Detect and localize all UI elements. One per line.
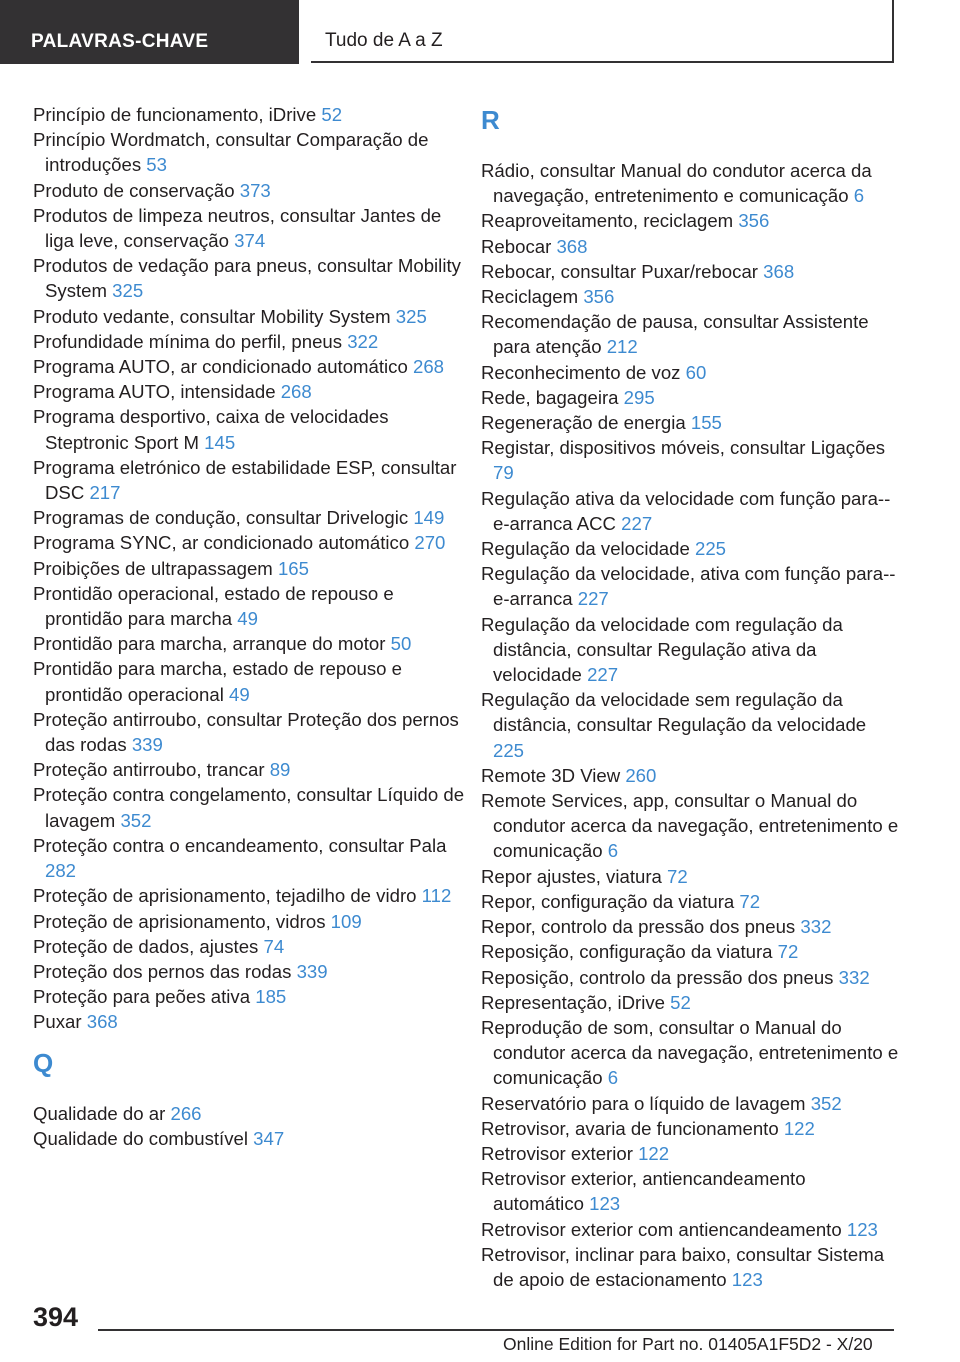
index-entry bbox=[481, 158, 901, 208]
entry-term: Reposição, configuração da viatura bbox=[481, 941, 778, 963]
page-reference-link[interactable]: 374 bbox=[234, 230, 266, 252]
entry-term: Reposição, controlo da pressão dos pneus bbox=[481, 966, 839, 988]
entry-term: Registar, dispositivos móveis, consultar Ligações bbox=[481, 437, 886, 459]
entry-term: Reaproveitamento, reciclagem bbox=[481, 210, 739, 232]
page-reference-link[interactable]: 368 bbox=[763, 260, 795, 282]
index-entry bbox=[481, 1166, 901, 1216]
page-reference-link[interactable]: 339 bbox=[296, 960, 328, 982]
index-entry bbox=[481, 435, 901, 485]
entry-term: Proteção contra congelamento, consultar Líquido de lavagem bbox=[33, 784, 465, 831]
index-entry bbox=[33, 581, 473, 631]
index-entry bbox=[33, 556, 473, 581]
entry-term: Prontidão operacional, estado de repouso e prontidão para marcha bbox=[33, 582, 394, 630]
page-reference-link[interactable]: 227 bbox=[587, 664, 619, 686]
index-entry bbox=[33, 984, 473, 1009]
page-reference-link[interactable]: 217 bbox=[89, 482, 121, 504]
section-tab-label: PALAVRAS-CHAVE bbox=[31, 31, 209, 52]
entry-term: Programa eletrónico de estabilidade ESP, consultar DSC bbox=[33, 456, 457, 504]
entry-term: Recomendação de pausa, consultar Assistente para atenção bbox=[481, 311, 869, 358]
index-entry bbox=[481, 259, 901, 284]
index-entry bbox=[33, 354, 473, 379]
index-entry bbox=[481, 990, 901, 1015]
entry-term: Programa desportivo, caixa de velocidades Steptronic Sport M bbox=[33, 406, 389, 453]
index-entry bbox=[481, 1015, 901, 1091]
entry-term: Regulação da velocidade bbox=[481, 538, 695, 560]
page-reference-link[interactable]: 325 bbox=[395, 305, 427, 327]
entry-term: Produtos de vedação para pneus, consultar Mobility System bbox=[33, 255, 461, 302]
index-entry bbox=[33, 127, 473, 177]
entry-term: Remote 3D View bbox=[481, 764, 626, 786]
page-reference-link[interactable]: 109 bbox=[330, 910, 362, 932]
page-reference-link[interactable]: 227 bbox=[577, 588, 609, 610]
entry-term: Retrovisor exterior bbox=[481, 1142, 639, 1164]
index-entry bbox=[481, 914, 901, 939]
entry-term: Rebocar bbox=[481, 235, 557, 257]
page-reference-link[interactable]: 149 bbox=[413, 507, 445, 529]
entry-term: Produto vedante, consultar Mobility System bbox=[33, 305, 396, 327]
index-entry bbox=[481, 208, 901, 233]
page-reference-link[interactable]: 347 bbox=[253, 1127, 285, 1149]
entry-term: Proteção antirroubo, consultar Proteção dos pernos das rodas bbox=[33, 708, 459, 756]
index-entry bbox=[33, 379, 473, 404]
entry-term: Princípio Wordmatch, consultar Comparação de introduções bbox=[33, 129, 429, 176]
page-number: 394 bbox=[33, 1302, 79, 1332]
page-reference-link[interactable]: 155 bbox=[690, 412, 722, 434]
index-entry bbox=[481, 284, 901, 309]
page-reference-link[interactable]: 339 bbox=[131, 734, 163, 756]
index-entry bbox=[33, 1101, 473, 1126]
entry-term: Proteção de dados, ajustes bbox=[33, 935, 264, 957]
index-column-left bbox=[33, 102, 473, 1151]
entry-term: Reservatório para o líquido de lavagem bbox=[481, 1092, 811, 1114]
page-reference-link[interactable]: 332 bbox=[838, 966, 870, 988]
entry-term: Proteção contra o encandeamento, consultar Pala bbox=[33, 834, 447, 856]
page-reference-link[interactable]: 123 bbox=[846, 1218, 878, 1240]
index-entry bbox=[481, 939, 901, 964]
entry-term: Reprodução de som, consultar o Manual do condutor acerca da navegação, entretenimento e comunicação bbox=[481, 1016, 899, 1089]
page-reference-link[interactable]: 322 bbox=[347, 330, 379, 352]
index-entry bbox=[481, 1217, 901, 1242]
entry-term: Proteção de aprisionamento, vidros bbox=[33, 910, 331, 932]
index-entry bbox=[481, 536, 901, 561]
entry-term: Repor ajustes, viatura bbox=[481, 865, 668, 887]
index-entry bbox=[33, 404, 473, 454]
entry-term: Representação, iDrive bbox=[481, 991, 671, 1013]
page-reference-link[interactable]: 325 bbox=[112, 280, 144, 302]
entry-term: Rádio, consultar Manual do condutor acerca da navegação, entretenimento e comunicação bbox=[481, 160, 872, 207]
entry-term: Proteção de aprisionamento, tejadilho de vidro bbox=[33, 885, 422, 907]
page-reference-link[interactable]: 49 bbox=[237, 608, 258, 630]
index-entry bbox=[33, 959, 473, 984]
entry-term: Puxar bbox=[33, 1011, 87, 1033]
page-reference-link[interactable]: 52 bbox=[321, 104, 343, 125]
entry-term: Repor, configuração da viatura bbox=[481, 890, 740, 912]
index-entry bbox=[481, 687, 901, 763]
index-entry bbox=[481, 889, 901, 914]
page-reference-link[interactable]: 112 bbox=[421, 885, 452, 907]
entry-term: Proteção para peões ativa bbox=[33, 986, 256, 1008]
entry-term: Retrovisor exterior com antiencandeamento bbox=[481, 1218, 847, 1240]
entry-term: Retrovisor, inclinar para baixo, consultar Sistema de apoio de estacionamento bbox=[481, 1243, 885, 1290]
index-entry bbox=[481, 309, 901, 359]
index-entry bbox=[481, 410, 901, 435]
page-reference-link[interactable]: 352 bbox=[120, 809, 152, 831]
page-reference-link[interactable]: 212 bbox=[606, 336, 638, 358]
index-entry bbox=[481, 360, 901, 385]
entry-term: Prontidão para marcha, estado de repouso e prontidão operacional bbox=[33, 658, 403, 705]
page-reference-link[interactable]: 122 bbox=[783, 1117, 815, 1139]
index-entry bbox=[33, 304, 473, 329]
edition-footer: Online Edition for Part no. 01405A1F5D2 - X/20 bbox=[503, 1334, 873, 1354]
index-entry bbox=[33, 203, 473, 253]
entry-term: Programas de condução, consultar Drivelogic bbox=[33, 507, 414, 529]
index-entry bbox=[481, 1091, 901, 1116]
index-entry bbox=[481, 864, 901, 889]
page-reference-link[interactable]: 122 bbox=[638, 1142, 670, 1164]
index-entry bbox=[481, 965, 901, 990]
entry-term: Rede, bagageira bbox=[481, 386, 624, 408]
index-entry bbox=[33, 1126, 473, 1151]
entry-term: Produto de conservação bbox=[33, 179, 240, 201]
index-entry bbox=[33, 934, 473, 959]
entry-term: Proteção antirroubo, trancar bbox=[33, 759, 270, 781]
page-reference-link[interactable]: 72 bbox=[667, 865, 688, 887]
entry-term: Profundidade mínima do perfil, pneus bbox=[33, 330, 348, 352]
entry-term: Reciclagem bbox=[481, 286, 584, 308]
index-entry bbox=[33, 656, 473, 706]
index-entry bbox=[33, 329, 473, 354]
page-reference-link[interactable]: 225 bbox=[694, 538, 727, 560]
page-reference-link[interactable]: 53 bbox=[146, 154, 167, 176]
index-entry bbox=[33, 883, 473, 908]
footer-divider bbox=[98, 1329, 894, 1331]
index-entry bbox=[33, 530, 473, 555]
entry-term: Prontidão para marcha, arranque do motor bbox=[33, 633, 391, 655]
page-reference-link[interactable]: 123 bbox=[731, 1268, 763, 1290]
entry-term: Reconhecimento de voz bbox=[481, 361, 686, 383]
index-entry bbox=[481, 1116, 901, 1141]
index-entry bbox=[33, 253, 473, 303]
page-reference-link[interactable]: 368 bbox=[556, 235, 588, 257]
page-reference-link[interactable]: 260 bbox=[625, 764, 657, 786]
page-reference-link[interactable]: 185 bbox=[255, 986, 287, 1008]
index-entry bbox=[481, 1242, 901, 1292]
page-reference-link[interactable]: 145 bbox=[204, 431, 236, 453]
entry-term: Produtos de limpeza neutros, consultar Jantes de liga leve, conservação bbox=[33, 204, 442, 252]
entry-term: Retrovisor exterior, antiencandeamento automático bbox=[481, 1168, 806, 1215]
page-reference-link[interactable]: 352 bbox=[810, 1092, 842, 1114]
index-entry bbox=[481, 486, 901, 536]
entry-term: Programa AUTO, intensidade bbox=[33, 381, 281, 403]
index-column-right bbox=[481, 102, 901, 1292]
page-reference-link[interactable]: 74 bbox=[263, 935, 285, 957]
index-list-p bbox=[33, 102, 473, 1035]
index-entry bbox=[33, 178, 473, 203]
entry-term: Princípio de funcionamento, iDrive bbox=[33, 104, 322, 125]
entry-term: Regulação da velocidade sem regulação da distância, consultar Regulação da velocidade bbox=[481, 689, 867, 736]
index-entry bbox=[33, 833, 473, 883]
page-reference-link[interactable]: 225 bbox=[493, 739, 525, 761]
section-letter-r: R bbox=[481, 105, 500, 135]
index-entry bbox=[33, 909, 473, 934]
entry-term: Regeneração de energia bbox=[481, 412, 691, 434]
index-entry bbox=[33, 707, 473, 757]
index-entry bbox=[33, 102, 473, 127]
page-reference-link[interactable]: 270 bbox=[414, 532, 446, 554]
index-entry bbox=[481, 385, 901, 410]
index-entry bbox=[481, 763, 901, 788]
entry-term: Programa AUTO, ar condicionado automático bbox=[33, 356, 413, 378]
entry-term: Rebocar, consultar Puxar/rebocar bbox=[481, 260, 764, 282]
page-reference-link[interactable]: 123 bbox=[589, 1193, 621, 1215]
entry-term: Proibições de ultrapassagem bbox=[33, 557, 278, 579]
index-entry bbox=[33, 631, 473, 656]
page-reference-link[interactable]: 72 bbox=[739, 890, 761, 912]
index-entry bbox=[33, 455, 473, 505]
page-reference-link[interactable]: 356 bbox=[583, 286, 615, 308]
page-reference-link[interactable]: 373 bbox=[239, 179, 271, 201]
page-reference-link[interactable]: 79 bbox=[493, 462, 514, 484]
page-reference-link[interactable]: 52 bbox=[670, 991, 691, 1013]
page-reference-link[interactable]: 72 bbox=[777, 941, 799, 963]
page-reference-link[interactable]: 49 bbox=[229, 683, 250, 705]
index-entry bbox=[481, 788, 901, 864]
section-letter-q: Q bbox=[33, 1047, 54, 1078]
index-list-r bbox=[481, 158, 901, 1292]
page-reference-link[interactable]: 6 bbox=[607, 1067, 619, 1089]
section-tab bbox=[0, 0, 299, 64]
index-entry bbox=[481, 1141, 901, 1166]
index-entry bbox=[33, 757, 473, 782]
index-entry bbox=[33, 505, 473, 530]
entry-term: Remote Services, app, consultar o Manual do condutor acerca da navegação, entretenimento e comunicação bbox=[481, 790, 899, 862]
index-entry bbox=[33, 1009, 473, 1034]
entry-term: Qualidade do ar bbox=[33, 1102, 171, 1124]
index-entry bbox=[481, 612, 901, 688]
page-reference-link[interactable]: 6 bbox=[607, 840, 619, 862]
page-reference-link[interactable]: 89 bbox=[269, 759, 291, 781]
page-reference-link[interactable]: 268 bbox=[413, 356, 445, 378]
page-reference-link[interactable]: 227 bbox=[621, 512, 653, 534]
index-list-q bbox=[33, 1101, 473, 1151]
page-reference-link[interactable]: 295 bbox=[623, 386, 655, 408]
entry-term: Proteção dos pernos das rodas bbox=[33, 960, 297, 982]
page-reference-link[interactable]: 60 bbox=[685, 361, 707, 383]
page-reference-link[interactable]: 50 bbox=[390, 633, 412, 655]
entry-term: Regulação da velocidade com regulação da distância, consultar Regulação ativa da velocidade bbox=[481, 613, 843, 686]
page-reference-link[interactable]: 165 bbox=[277, 557, 309, 579]
page-reference-link[interactable]: 266 bbox=[170, 1102, 202, 1124]
page-reference-link[interactable]: 368 bbox=[86, 1011, 118, 1033]
page-reference-link[interactable]: 332 bbox=[800, 916, 832, 938]
subtitle-tab-label: Tudo de A a Z bbox=[325, 30, 443, 51]
entry-term: Regulação ativa da velocidade com função para--e-arranca ACC bbox=[481, 487, 891, 534]
index-entry bbox=[481, 234, 901, 259]
page-reference-link[interactable]: 282 bbox=[45, 860, 77, 882]
entry-term: Retrovisor, avaria de funcionamento bbox=[481, 1117, 784, 1139]
entry-term: Regulação da velocidade, ativa com função para--e-arranca bbox=[481, 563, 896, 610]
entry-term: Programa SYNC, ar condicionado automático bbox=[33, 532, 415, 554]
page-reference-link[interactable]: 356 bbox=[738, 210, 770, 232]
entry-term: Qualidade do combustível bbox=[33, 1127, 254, 1149]
page-reference-link[interactable]: 268 bbox=[280, 381, 312, 403]
subtitle-tab bbox=[311, 0, 894, 63]
entry-term: Repor, controlo da pressão dos pneus bbox=[481, 916, 801, 938]
index-entry bbox=[481, 561, 901, 611]
page-reference-link[interactable]: 6 bbox=[853, 185, 865, 207]
index-entry bbox=[33, 782, 473, 832]
